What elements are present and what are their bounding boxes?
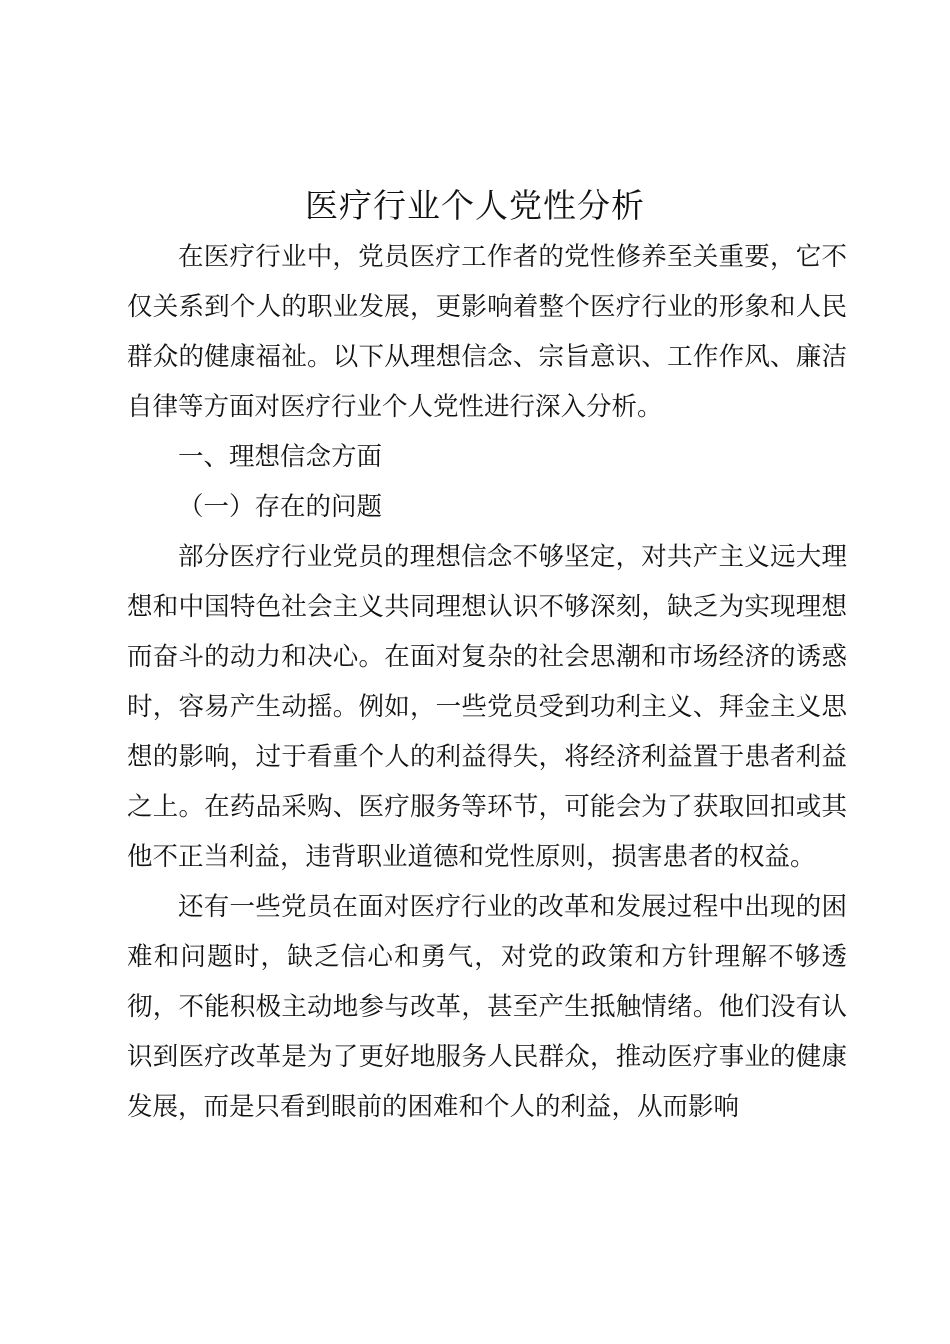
- body-paragraph-2: 还有一些党员在面对医疗行业的改革和发展过程中出现的困难和问题时，缺乏信心和勇气，对党的政策和方针理解不够透彻，不能积极主动地参与改革，甚至产生抵触情绪。他们没有认识到医疗改革是为了更好地服务人民群众，推动医疗事业的健康发展，而是只看到眼前的困难和个人的利益，从而影响: [127, 892, 847, 1122]
- document-title: 医疗行业个人党性分析: [305, 186, 645, 225]
- body-paragraph-1: 部分医疗行业党员的理想信念不够坚定，对共产主义远大理想和中国特色社会主义共同理想认识不够深刻，缺乏为实现理想而奋斗的动力和决心。在面对复杂的社会思潮和市场经济的诱惑时，容易产生动摇。例如，一些党员受到功利主义、拜金主义思想的影响，过于看重个人的利益得失，将经济利益置于患者利益之上。在药品采购、医疗服务等环节，可能会为了获取回扣或其他不正当利益，违背职业道德和党性原则，损害患者的权益。: [127, 542, 847, 872]
- subsection-heading: （一）存在的问题: [178, 492, 383, 522]
- intro-paragraph: 在医疗行业中，党员医疗工作者的党性修养至关重要，它不仅关系到个人的职业发展，更影响着整个医疗行业的形象和人民群众的健康福祉。以下从理想信念、宗旨意识、工作作风、廉洁自律等方面对医疗行业个人党性进行深入分析。: [127, 242, 847, 422]
- section-heading: 一、理想信念方面: [178, 442, 383, 472]
- document-body: [127, 232, 847, 1132]
